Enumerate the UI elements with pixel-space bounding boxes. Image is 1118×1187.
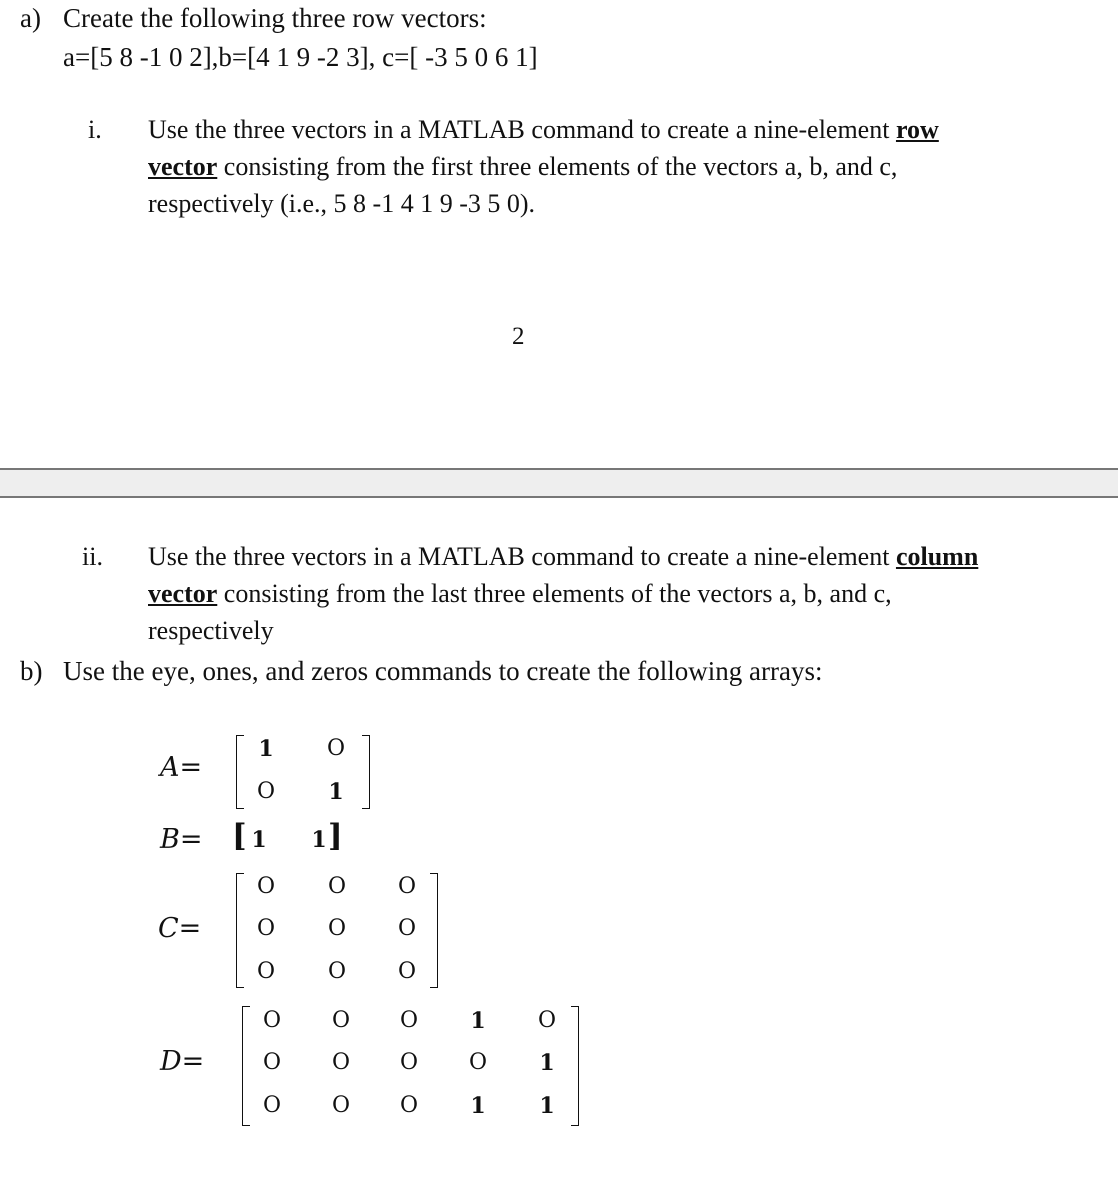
matrix-c-right-bracket <box>430 873 438 988</box>
matrix-d-cell: O <box>537 1008 557 1033</box>
matrix-c-cell: O <box>256 874 276 899</box>
item-i-line2-text: consisting from the first three elements of the vectors a, b, and c, <box>217 152 898 181</box>
matrix-c-cell: O <box>327 959 347 984</box>
matrix-b-cell: 1 <box>251 827 267 853</box>
matrix-a-right-bracket <box>362 735 370 809</box>
item-ii-line1-text: Use the three vectors in a MATLAB command to create a nine-element <box>148 542 896 571</box>
matrix-b-label: B= <box>160 824 203 855</box>
matrix-c-label: C= <box>158 913 202 944</box>
matrix-d-cell: O <box>262 1008 282 1033</box>
item-i-line1-text: Use the three vectors in a MATLAB command to create a nine-element <box>148 115 896 144</box>
matrix-b-cell: 1 <box>311 827 327 853</box>
matrix-d-cell: O <box>262 1050 282 1075</box>
item-i-vector-emphasis: vector <box>148 152 218 181</box>
matrix-c-cell: O <box>327 916 347 941</box>
item-ii-line1 <box>148 542 978 572</box>
item-i-line1 <box>148 115 939 145</box>
part-b-text: Use the eye, ones, and zeros commands to create the following arrays: <box>63 656 823 686</box>
matrix-c-cell: O <box>256 959 276 984</box>
matrix-b-close-bracket: ] <box>328 818 343 854</box>
matrix-a-cell: O <box>326 736 346 761</box>
matrix-d-cell: O <box>399 1008 419 1033</box>
matrix-c-cell: O <box>397 959 417 984</box>
matrix-a-cell: O <box>256 779 276 804</box>
matrix-d-cell: O <box>331 1050 351 1075</box>
matrix-d-label: D= <box>160 1046 205 1077</box>
item-ii-line2-text: consisting from the last three elements of the vectors a, b, and c, <box>217 579 892 608</box>
item-i-line2 <box>148 152 897 182</box>
matrix-c-left-bracket <box>236 873 244 988</box>
matrix-c-cell: O <box>256 916 276 941</box>
part-a-text: Create the following three row vectors: <box>63 3 487 33</box>
matrix-a-label: A= <box>160 752 203 783</box>
page-number: 2 <box>512 323 525 350</box>
matrix-d-cell: O <box>331 1093 351 1118</box>
item-ii-line2 <box>148 579 892 609</box>
matrix-b-open-bracket: [ <box>232 818 247 854</box>
matrix-d-cell: O <box>399 1093 419 1118</box>
matrix-d-cell: O <box>468 1050 488 1075</box>
matrix-d-cell: O <box>399 1050 419 1075</box>
matrix-d-cell: O <box>262 1093 282 1118</box>
matrix-a-cell: 1 <box>258 736 274 762</box>
matrix-d-cell: 1 <box>539 1093 555 1119</box>
matrix-d-cell: 1 <box>539 1050 555 1076</box>
item-i-line3: respectively (i.e., 5 8 -1 4 1 9 -3 5 0). <box>148 189 536 218</box>
part-b-label: b) <box>20 656 43 686</box>
part-a-vectors: a=[5 8 -1 0 2],b=[4 1 9 -2 3], c=[ -3 5 0 6 1] <box>63 42 538 72</box>
matrix-c-cell: O <box>327 874 347 899</box>
matrix-a-cell: 1 <box>328 779 344 805</box>
item-ii-line3: respectively <box>148 616 274 645</box>
item-ii-number: ii. <box>82 542 103 571</box>
item-i-row-emphasis: row <box>895 115 939 144</box>
matrix-a-left-bracket <box>236 735 244 809</box>
matrix-c-cell: O <box>397 874 417 899</box>
matrix-d-right-bracket <box>571 1006 579 1126</box>
matrix-d-cell: O <box>331 1008 351 1033</box>
part-a-label: a) <box>20 3 41 33</box>
page-break-band <box>0 470 1118 497</box>
matrix-d-cell: 1 <box>470 1008 486 1034</box>
item-i-number: i. <box>88 115 102 144</box>
matrix-c-cell: O <box>397 916 417 941</box>
item-ii-column-emphasis: column <box>895 542 979 571</box>
page-break-rule-bottom <box>0 496 1118 498</box>
matrix-d-left-bracket <box>242 1006 250 1126</box>
matrix-d-cell: 1 <box>470 1093 486 1119</box>
item-ii-vector-emphasis: vector <box>148 579 218 608</box>
